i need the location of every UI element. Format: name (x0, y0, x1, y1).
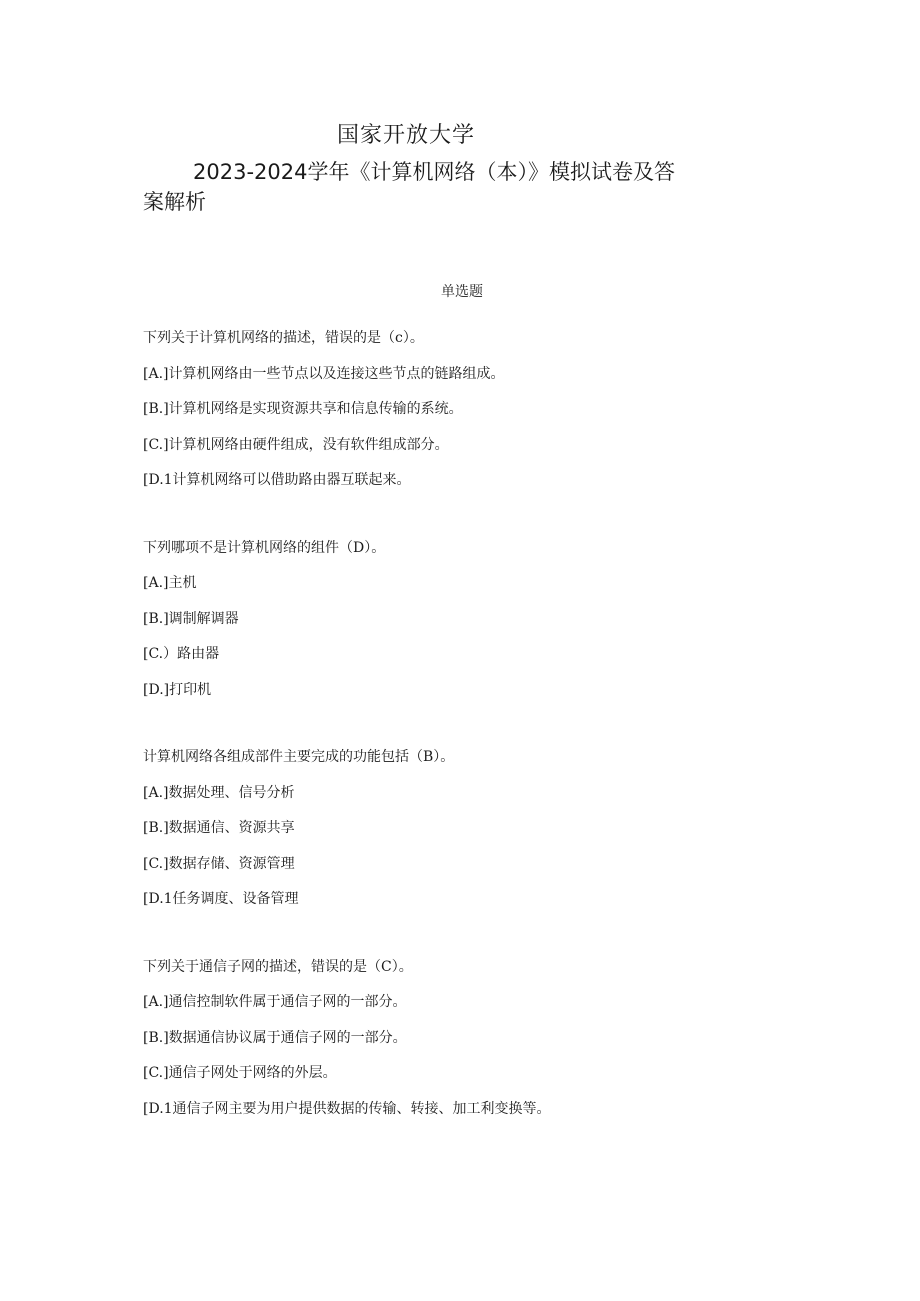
option-b: [B.]调制解调器 (143, 610, 239, 627)
question-2 (143, 537, 863, 715)
question-stem: 下列哪项不是计算机网络的组件（D）。 (143, 539, 386, 556)
question-3 (143, 746, 863, 924)
university-name: 国家开放大学 (336, 123, 475, 148)
option-a: [A.]计算机网络由一些节点以及连接这些节点的链路组成。 (143, 365, 505, 382)
option-d: [D.]打印机 (143, 681, 212, 698)
question-4 (143, 956, 863, 1134)
question-1 (143, 327, 863, 505)
option-b: [B.]数据通信、资源共享 (143, 820, 295, 836)
option-b: [B.]计算机网络是实现资源共享和信息传输的系统。 (143, 401, 463, 417)
option-c: [C.）路由器 (143, 646, 220, 662)
section-title: 单选题 (441, 284, 483, 300)
option-a: [A.]数据处理、信号分析 (143, 784, 295, 801)
option-c: [C.]数据存储、资源管理 (143, 855, 295, 872)
option-d: [D.1通信子网主要为用户提供数据的传输、转接、加工利变换等。 (143, 1100, 551, 1117)
option-d: [D.1任务调度、设备管理 (143, 891, 299, 907)
option-c: [C.]通信子网处于网络的外层。 (143, 1065, 337, 1081)
option-a: [A.]通信控制软件属于通信子网的一部分。 (143, 994, 407, 1010)
question-list (143, 327, 863, 1165)
paper-title: 2023-2024学年《计算机网络（本）》模拟试卷及答案解析 (143, 160, 675, 214)
option-d: [D.1计算机网络可以借助路由器互联起来。 (143, 472, 411, 488)
option-c: [C.]计算机网络由硬件组成，没有软件组成部分。 (143, 436, 449, 453)
option-a: [A.]主机 (143, 575, 197, 591)
option-b: [B.]数据通信协议属于通信子网的一部分。 (143, 1029, 407, 1046)
question-stem: 计算机网络各组成部件主要完成的功能包括（B）。 (143, 749, 455, 765)
question-stem: 下列关于通信子网的描述，错误的是（C）。 (143, 958, 413, 975)
question-stem: 下列关于计算机网络的描述，错误的是（c）。 (143, 330, 424, 346)
